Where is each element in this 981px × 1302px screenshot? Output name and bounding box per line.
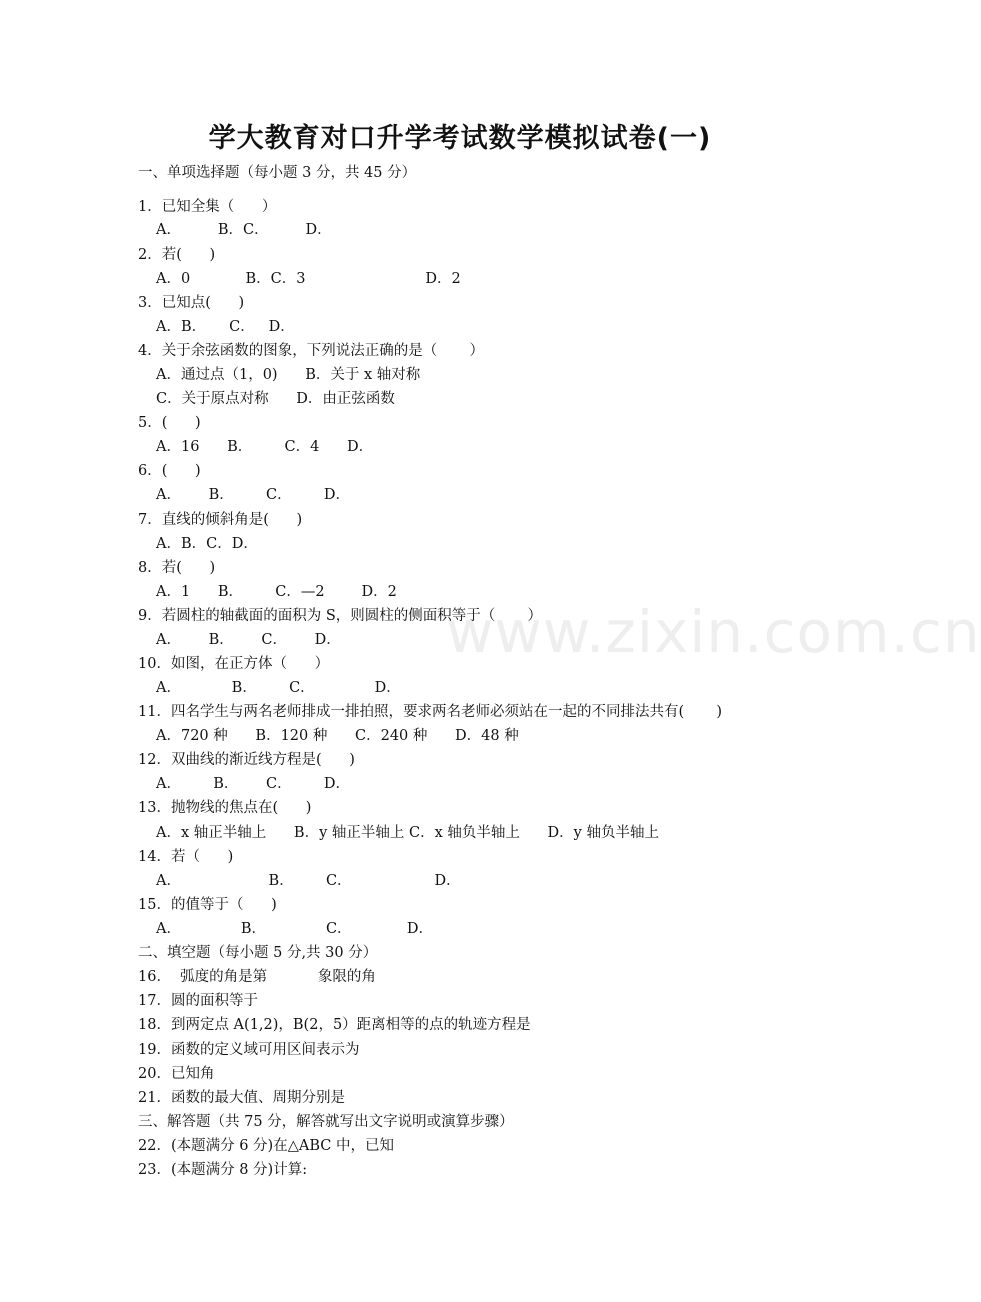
question-14: 14．若（ ) bbox=[138, 849, 234, 865]
section-3-heading: 三、解答题（共 75 分，解答就写出文字说明或演算步骤） bbox=[138, 1114, 514, 1130]
watermark: www.zixin.com.cn bbox=[446, 598, 981, 666]
question-10: 10．如图，在正方体（ ） bbox=[138, 656, 330, 672]
question-6: 6．( ) bbox=[138, 463, 201, 479]
section-2-heading: 二、填空题（每小题 5 分,共 30 分） bbox=[138, 945, 378, 961]
question-8: 8．若( ) bbox=[138, 560, 216, 576]
question-15: 15．的值等于（ ) bbox=[138, 897, 277, 913]
question-3-options: A．B． C． D． bbox=[156, 319, 295, 335]
question-13-options: A．x 轴正半轴上 B．y 轴正半轴上 C．x 轴负半轴上 D．y 轴负半轴上 bbox=[156, 825, 659, 841]
question-9-options: A． B． C． D． bbox=[156, 632, 341, 648]
question-8-options: A．1 B． C．—2 D．2 bbox=[156, 584, 397, 600]
question-14-options: A． B． C． D． bbox=[156, 873, 461, 889]
question-5-options: A．16 B． C．4 D． bbox=[156, 439, 374, 455]
question-4: 4．关于余弦函数的图象，下列说法正确的是（ ） bbox=[138, 343, 484, 359]
question-1: 1．已知全集（ ） bbox=[138, 199, 277, 215]
question-18: 18．到两定点 A(1,2)，B(2，5）距离相等的点的轨迹方程是 bbox=[138, 1017, 531, 1033]
question-4-options-ab: A．通过点（1，0) B．关于 x 轴对称 bbox=[156, 367, 421, 383]
question-12: 12．双曲线的渐近线方程是( ) bbox=[138, 752, 355, 768]
question-11-options: A．720 种 B．120 种 C．240 种 D．48 种 bbox=[156, 728, 519, 744]
question-4-options-cd: C．关于原点对称 D．由正弦函数 bbox=[156, 391, 395, 407]
section-1-heading: 一、单项选择题（每小题 3 分，共 45 分） bbox=[138, 165, 417, 181]
question-12-options: A． B． C． D． bbox=[156, 776, 351, 792]
question-22: 22．(本题满分 6 分)在△ABC 中，已知 bbox=[138, 1138, 394, 1154]
question-20: 20．已知角 bbox=[138, 1066, 215, 1082]
question-1-options: A． B．C． D． bbox=[156, 222, 332, 238]
question-5: 5．( ) bbox=[138, 415, 201, 431]
question-13: 13．抛物线的焦点在( ) bbox=[138, 800, 312, 816]
question-6-options: A． B． C． D． bbox=[156, 487, 351, 503]
question-11: 11．四名学生与两名老师排成一排拍照，要求两名老师必须站在一起的不同排法共有( ) bbox=[138, 704, 723, 720]
question-2-options: A．0 B．C．3 D．2 bbox=[156, 271, 461, 287]
question-10-options: A． B． C． D． bbox=[156, 680, 401, 696]
question-16: 16． 弧度的角是第 象限的角 bbox=[138, 969, 376, 985]
question-2: 2．若( ) bbox=[138, 247, 216, 263]
question-17: 17．圆的面积等于 bbox=[138, 993, 258, 1009]
question-21: 21．函数的最大值、周期分别是 bbox=[138, 1090, 345, 1106]
question-3: 3．已知点( ) bbox=[138, 295, 245, 311]
question-15-options: A． B． C． D． bbox=[156, 921, 433, 937]
question-19: 19．函数的定义域可用区间表示为 bbox=[138, 1042, 360, 1058]
question-9: 9．若圆柱的轴截面的面积为 S，则圆柱的侧面积等于（ ） bbox=[138, 608, 543, 624]
question-7-options: A．B．C．D． bbox=[156, 536, 258, 552]
exam-title: 学大教育对口升学考试数学模拟试卷(一) bbox=[208, 123, 712, 154]
question-7: 7．直线的倾斜角是( ) bbox=[138, 512, 303, 528]
question-23: 23．(本题满分 8 分)计算: bbox=[138, 1162, 308, 1178]
